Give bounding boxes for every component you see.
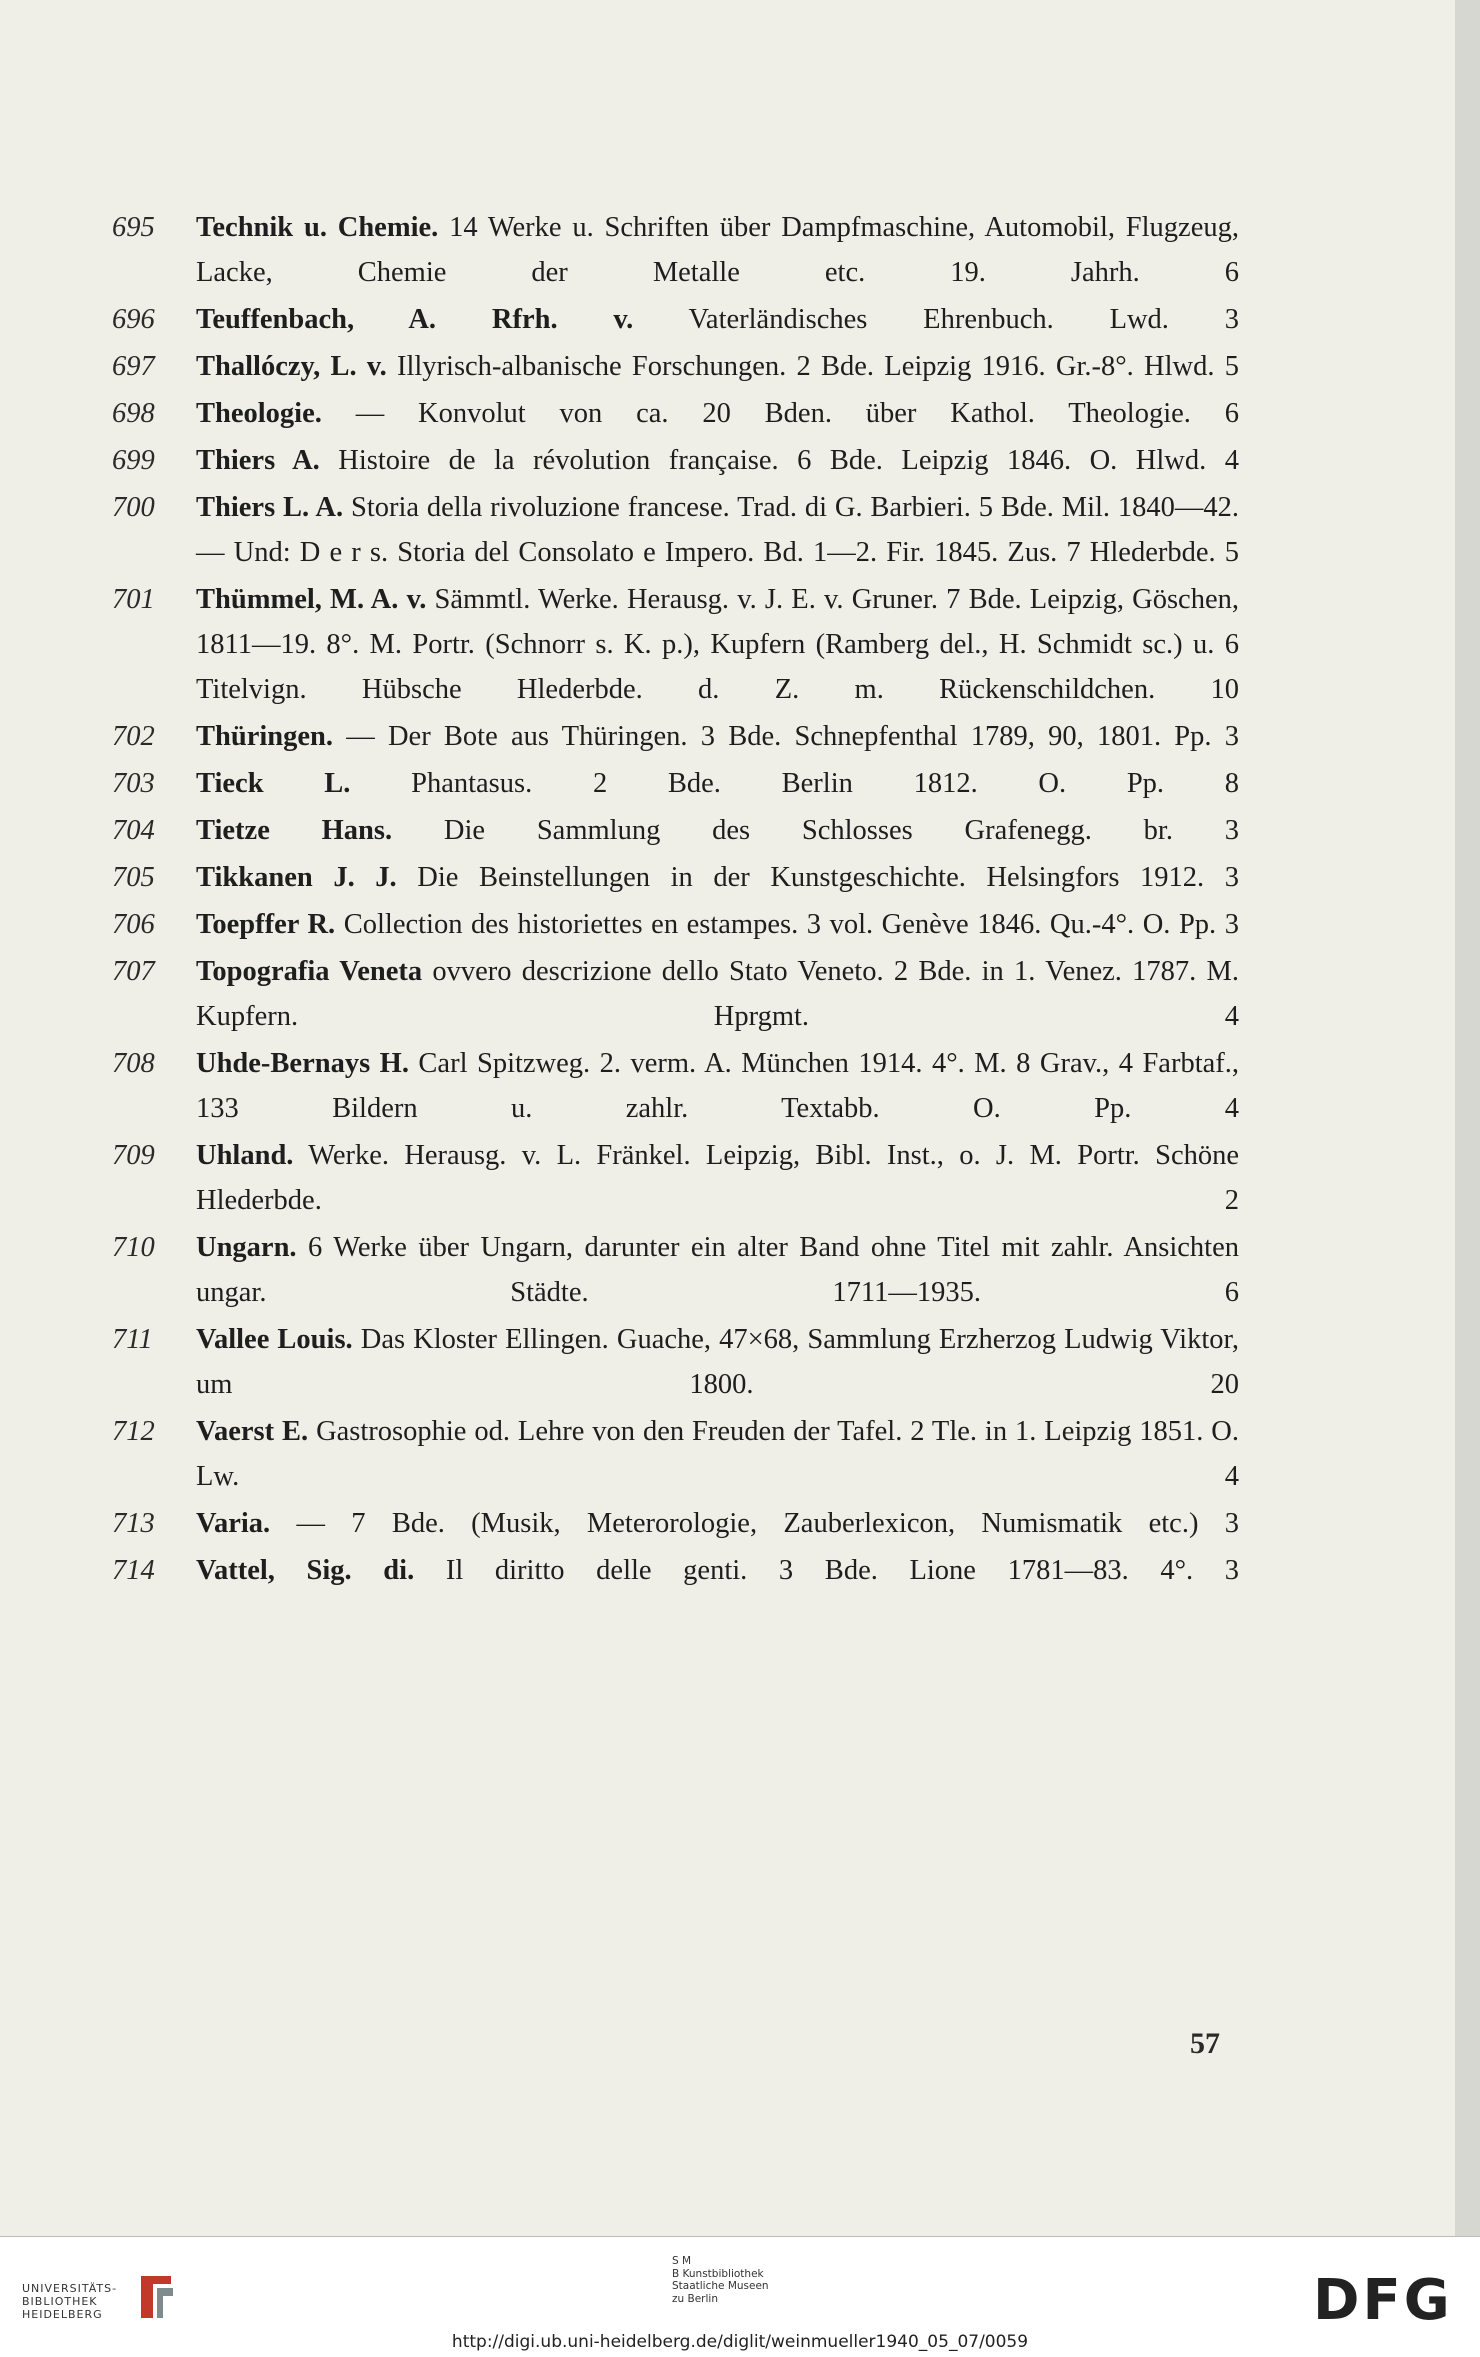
catalog-entry [112,438,1239,483]
entry-number: 700 [112,492,155,523]
catalog-entry [112,808,1239,853]
entry-text [196,205,1239,295]
entry-number: 705 [112,862,155,893]
smb-logo-line: B Kunstbibliothek [672,2267,764,2280]
entry-description: 14 Werke u. Schriften über Dampfmaschine, Automobil, Flugzeug, Lacke, Chemie der Metalle etc. 19. Jahrh. [196,212,1239,288]
smb-kunstbibliothek-logo[interactable] [672,2255,769,2305]
entry-text [196,485,1239,575]
page-number: 57 [1190,2027,1220,2060]
entry-price: 6 [1224,257,1239,288]
catalog-entry [112,344,1239,389]
entry-text [196,761,1239,806]
entry-description: — Der Bote aus Thüringen. 3 Bde. Schnepfenthal 1789, 90, 1801. Pp. [333,721,1212,752]
entry-name: Thüringen. [196,721,334,752]
entry-description: — 7 Bde. (Musik, Meterorologie, Zauberlexicon, Numismatik etc.) [270,1508,1199,1539]
university-library-logo[interactable] [22,2282,117,2321]
dfg-logo[interactable]: DFG [1313,2268,1453,2333]
entry-description: 6 Werke über Ungarn, darunter ein alter Band ohne Titel mit zahlr. Ansichten ungar. Städte. 1711—1935. [196,1232,1239,1308]
entry-name: Topografia Veneta [196,956,423,987]
uni-logo-line: UNIVERSITÄTS- [22,2282,118,2295]
entry-description: Vaterländisches Ehrenbuch. Lwd. [633,304,1169,335]
entry-price: 2 [1224,1185,1239,1216]
entry-price: 4 [1224,1093,1239,1124]
catalog-entry [112,1317,1239,1407]
entry-number: 713 [112,1508,155,1539]
entry-price: 3 [1224,862,1240,893]
catalog-entry [112,855,1239,900]
smb-logo-line: S M [672,2255,692,2267]
catalog-entry [112,1548,1239,1593]
entry-description: Storia della rivoluzione francese. Trad. di G. Barbieri. 5 Bde. Mil. 1840—42. — Und: D e r s. Storia del Consolato e Impero. Bd. 1—2. Fir. 1845. Zus. 7 Hlederbde. [196,492,1239,568]
entry-price: 10 [1210,674,1240,705]
entry-name: Toepffer R. [196,909,336,940]
page-edge [1455,0,1480,2236]
entry-text [196,714,1239,759]
entry-name: Varia. [196,1508,271,1539]
entry-name: Thiers L. A. [196,492,344,523]
catalog-entry [112,902,1239,947]
entry-number: 695 [112,212,155,243]
entry-number: 702 [112,721,155,752]
entry-name: Uhland. [196,1140,294,1171]
uni-logo-line: HEIDELBERG [22,2308,103,2321]
entry-text [196,1501,1239,1546]
entry-text [196,855,1239,900]
entry-number: 707 [112,956,155,987]
entry-number: 701 [112,584,155,615]
smb-logo-line: zu Berlin [672,2292,718,2305]
entry-text [196,1133,1239,1223]
entry-text [196,1317,1239,1407]
entry-text [196,391,1239,436]
entry-name: Tietze Hans. [196,815,393,846]
catalog-entry [112,761,1239,806]
entry-description: — Konvolut von ca. 20 Bden. über Kathol. Theologie. [321,398,1191,429]
smb-logo-line: Staatliche Museen [672,2280,769,2292]
entry-text [196,344,1239,389]
entry-price: 4 [1224,1461,1239,1492]
catalog-entry [112,577,1239,712]
entry-price: 8 [1224,768,1240,799]
entry-number: 697 [112,351,155,382]
catalog-entry [112,485,1239,575]
entry-number: 706 [112,909,155,940]
entry-description: Phantasus. 2 Bde. Berlin 1812. O. Pp. [350,768,1165,799]
entry-text [196,1041,1239,1131]
entry-name: Theologie. [196,398,322,429]
entry-text [196,808,1239,853]
catalog-entry [112,391,1239,436]
entry-name: Thiers A. [196,445,320,476]
entry-description: Das Kloster Ellingen. Guache, 47×68, Sammlung Erzherzog Ludwig Viktor, um 1800. [196,1324,1239,1400]
entry-price: 3 [1224,1508,1240,1539]
entry-price: 5 [1224,537,1239,568]
entry-price: 5 [1224,351,1240,382]
entry-number: 698 [112,398,155,429]
entry-description: Die Beinstellungen in der Kunstgeschichte. Helsingfors 1912. [396,862,1205,893]
entry-text [196,1225,1239,1315]
entry-number: 714 [112,1555,155,1586]
entry-description: Carl Spitzweg. 2. verm. A. München 1914. 4°. M. 8 Grav., 4 Farbtaf., 133 Bildern u. zahlr. Textabb. O. Pp. [196,1048,1239,1124]
entry-price: 4 [1224,445,1239,476]
entry-number: 712 [112,1416,155,1447]
entry-description: Collection des historiettes en estampes. 3 vol. Genève 1846. Qu.-4°. O. Pp. [335,909,1217,940]
catalog-entry [112,1225,1239,1315]
catalog-entry [112,205,1239,295]
catalog-entry [112,1041,1239,1131]
entry-text [196,577,1239,712]
entry-number: 710 [112,1232,155,1263]
entry-name: Tieck L. [196,768,351,799]
catalog-entry [112,714,1239,759]
entry-number: 709 [112,1140,155,1171]
entry-description: Werke. Herausg. v. L. Fränkel. Leipzig, Bibl. Inst., o. J. M. Portr. Schöne Hlederbde. [196,1140,1239,1216]
entry-number: 711 [112,1324,153,1355]
catalog-list [112,205,1239,1595]
entry-number: 696 [112,304,155,335]
entry-price: 3 [1224,304,1240,335]
entry-description: Il diritto delle genti. 3 Bde. Lione 1781—83. 4°. [414,1555,1194,1586]
catalog-entry [112,949,1239,1039]
entry-price: 6 [1224,398,1239,429]
entry-price: 3 [1224,909,1239,940]
catalog-entry [112,1409,1239,1499]
entry-price: 6 [1224,1277,1240,1308]
source-url[interactable]: http://digi.ub.uni-heidelberg.de/diglit/weinmueller1940_05_07/0059 [451,2332,1029,2352]
entry-name: Technik u. Chemie. [196,212,439,243]
entry-description: Sämmtl. Werke. Herausg. v. J. E. v. Gruner. 7 Bde. Leipzig, Göschen, 1811—19. 8°. M. Portr. (Schnorr s. K. p.), Kupfern (Ramberg del., H. Schmidt sc.) u. 6 Titelvign. Hübsche Hlederbde. d. Z. m. Rückenschildchen. [196,584,1239,705]
entry-text [196,297,1239,342]
entry-name: Vattel, Sig. di. [196,1555,415,1586]
entry-number: 708 [112,1048,155,1079]
entry-price: 3 [1224,815,1239,846]
entry-name: Tikkanen J. J. [196,862,397,893]
catalog-entry [112,297,1239,342]
entry-text [196,1548,1239,1593]
uni-logo-line: BIBLIOTHEK [22,2295,98,2308]
entry-text [196,438,1239,483]
entry-price: 3 [1224,1555,1240,1586]
entry-name: Thümmel, M. A. v. [196,584,427,615]
heidelberg-mark-icon [133,2272,179,2326]
entry-description: Illyrisch-albanische Forschungen. 2 Bde. Leipzig 1916. Gr.-8°. Hlwd. [386,351,1215,382]
entry-name: Uhde-Bernays H. [196,1048,409,1079]
entry-number: 703 [112,768,155,799]
entry-number: 704 [112,815,155,846]
entry-description: Die Sammlung des Schlosses Grafenegg. br. [392,815,1173,846]
catalog-entry [112,1501,1239,1546]
entry-name: Vaerst E. [196,1416,309,1447]
entry-name: Teuffenbach, A. Rfrh. v. [196,304,634,335]
entry-description: Histoire de la révolution française. 6 Bde. Leipzig 1846. O. Hlwd. [319,445,1207,476]
entry-text [196,949,1239,1039]
entry-name: Vallee Louis. [196,1324,353,1355]
entry-price: 3 [1224,721,1240,752]
catalog-entry [112,1133,1239,1223]
entry-number: 699 [112,445,155,476]
entry-description: Gastrosophie od. Lehre von den Freuden der Tafel. 2 Tle. in 1. Leipzig 1851. O. Lw. [196,1416,1240,1492]
entry-name: Thallóczy, L. v. [196,351,387,382]
entry-description: ovvero descrizione dello Stato Veneto. 2 Bde. in 1. Venez. 1787. M. Kupfern. Hprgmt. [196,956,1239,1032]
entry-text [196,1409,1239,1499]
entry-name: Ungarn. [196,1232,297,1263]
entry-price: 4 [1224,1001,1240,1032]
entry-price: 20 [1210,1369,1240,1400]
entry-text [196,902,1239,947]
